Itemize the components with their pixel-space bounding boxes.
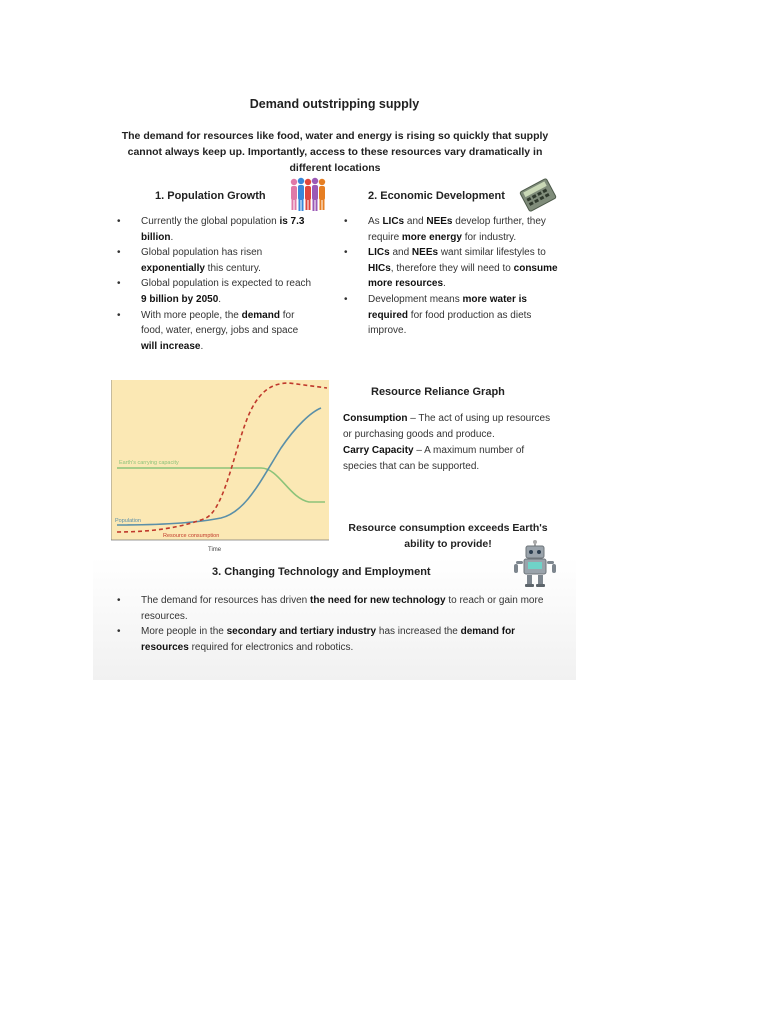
population-bullets [115,214,315,354]
population-growth-heading: 1. Population Growth [155,190,266,202]
list-item: • LICs and NEEs want similar lifestyles to HICs, therefore they will need to consume more resources. [342,245,562,292]
page-title: Demand outstripping supply [249,97,420,111]
resource-reliance-graph [111,380,333,546]
list-item: • Global population is expected to reach 9 billion by 2050. [115,276,315,307]
economic-bullets [342,214,562,339]
consumption-definition: Consumption – The act of using up resources or purchasing goods and produce. [343,413,551,440]
consumption-label: Resource consumption [163,533,220,539]
list-item: • More people in the secondary and tertiary industry has increased the demand for resources required for electronics and robotics. [115,624,565,655]
list-item: • Currently the global population is 7.3 billion. [115,214,315,245]
list-item: • Global population has risen exponentially this century. [115,245,315,276]
intro-text: The demand for resources like food, water and energy is rising so quickly that supply cannot always keep up. Importantly, access to these resources vary dramatically in different locations [121,130,549,174]
list-item: • Development means more water is required for food production as diets improve. [342,292,562,339]
definitions [343,411,553,475]
population-label: Population [115,518,141,524]
capacity-label: Earth's carrying capacity [119,460,179,466]
calculator-icon [517,178,559,212]
economic-development-heading: 2. Economic Development [368,190,505,202]
worksheet [93,88,576,680]
technology-heading: 3. Changing Technology and Employment [212,566,431,578]
carry-capacity-definition: Carry Capacity – A maximum number of species that can be supported. [343,445,525,472]
graph-heading: Resource Reliance Graph [371,386,505,398]
robot-icon [513,540,557,588]
list-item: • As LICs and NEEs develop further, they require more energy for industry. [342,214,562,245]
people-icon [289,177,327,213]
exceeds-statement: Resource consumption exceeds Earth's ability to provide! [348,522,548,550]
graph-x-label: Time [208,547,222,553]
list-item: • The demand for resources has driven the need for new technology to reach or gain more resources. [115,593,565,624]
technology-bullets [115,593,565,655]
list-item: • With more people, the demand for food, water, energy, jobs and space will increase. [115,308,315,355]
